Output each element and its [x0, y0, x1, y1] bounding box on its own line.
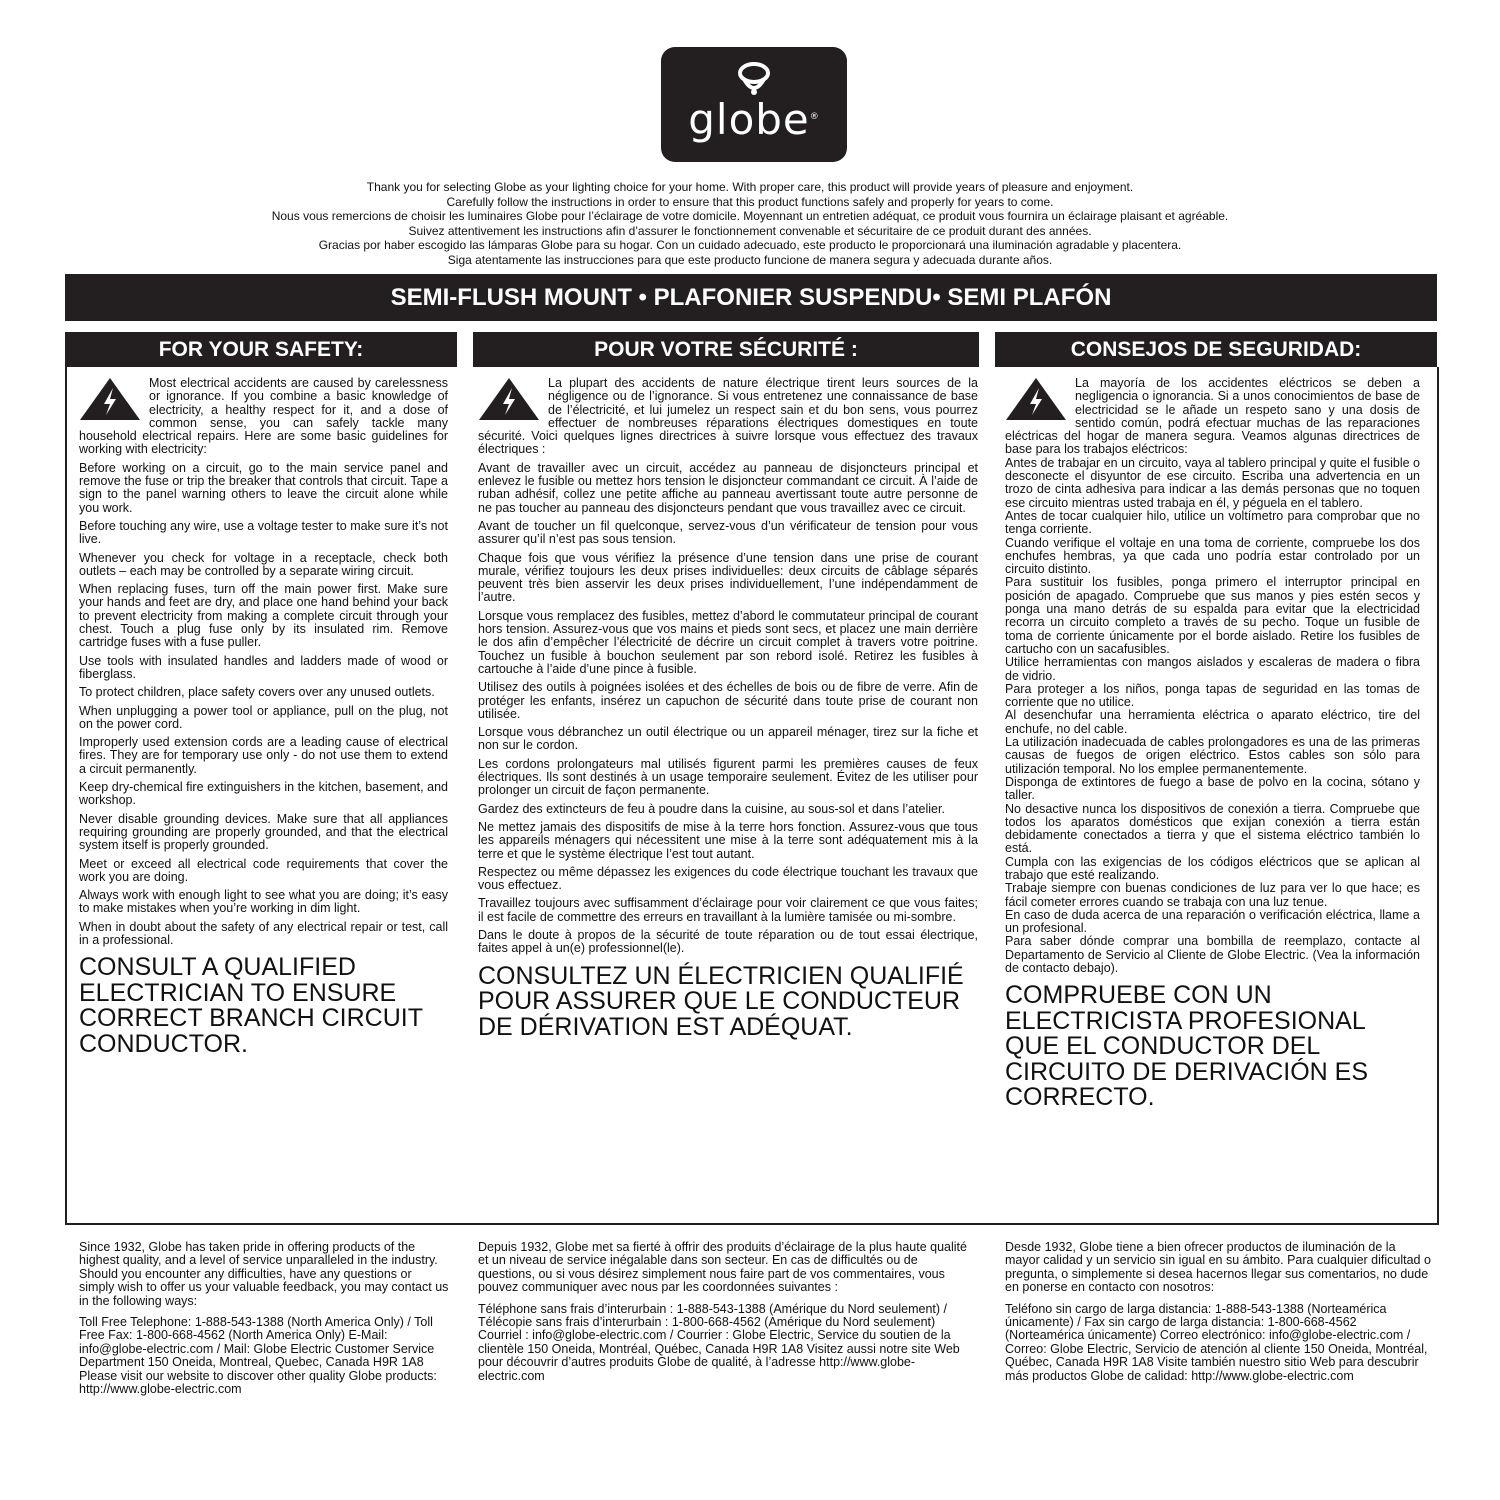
safety-paragraph: Improperly used extension cords are a leading cause of electrical fires. They are for temporary use only - do not use them to extend a circuit permanently. — [79, 735, 448, 776]
safety-paragraph: Disponga de extintores de fuego a base de polvo en la cocina, sótano y taller. — [1005, 774, 1420, 803]
safety-paragraph: Cuando verifique el voltaje en una toma de corriente, compruebe los dos enchufes hembras, ya que cada uno podría estar controlado por un circuito distinto. — [1005, 535, 1420, 577]
safety-paragraph: When unplugging a power tool or appliance, pull on the plug, not on the power cord. — [79, 703, 448, 731]
safety-paragraph: Dans le doute à propos de la sécurité de toute réparation ou de tout essai électrique, faites appel à un(e) professionnel(le). — [478, 927, 978, 956]
intro-line: Carefully follow the instructions in order to ensure that this product functions safely and properly for years to come. — [446, 195, 1054, 209]
intro-line: Gracias por haber escogido las lámparas Globe para su hogar. Con un cuidado adecuado, este producto le proporcionará una iluminación agradable y placentera. — [318, 238, 1182, 252]
safety-paragraph: Before working on a circuit, go to the main service panel and remove the fuse or trip the breaker that controls that circuit. Tape a sign to the panel warning others to leave the circuit alone while you work. — [79, 460, 448, 515]
contact-fr-details: Téléphone sans frais d’interurbain : 1-888-543-1388 (Amérique du Nord seulement) / Télécopie sans frais d’interurbain : 1-800-668-4562 (Amérique du Nord seulement) Courriel : info@globe-electric.com / Courrier : Globe Electric, Service du soutien de la clientèle 150 Oneida, Montréal, Québec, Canada H9R 1A8 Visitez aussi notre site Web pour découvrir d’autres produits Globe de qualité, à l’adresse http://www.globe-electric.com — [478, 1301, 960, 1383]
contact-en — [79, 1241, 449, 1404]
safety-paragraph: Respectez ou même dépassez les exigences du code électrique touchant les travaux que vous effectuez. — [478, 864, 978, 893]
safety-paragraph: Always work with enough light to see what you are doing; it’s easy to make mistakes when you’re working in dim light. — [79, 888, 448, 916]
electrical-warning-icon — [478, 377, 540, 421]
safety-paragraph: La plupart des accidents de nature électrique tirent leurs sources de la négligence ou de l’ignorance. Si vous entretenez une connaissance de base de l’électricité, et lui jumelez un respect sain et du bon sens, vous pourrez effectuer de nombreuses réparations électriques domestiques en toute sécurité. Voici quelques lignes directrices à suivre lorsque vous effectuez des travaux électriques : — [478, 376, 978, 457]
safety-paragraph: Antes de tocar cualquier hilo, utilice un voltímetro para comprobar que no tenga corriente. — [1005, 508, 1420, 537]
safety-paragraph: Para saber dónde comprar una bombilla de reemplazo, contacte al Departamento de Servicio al Cliente de Globe Electric. (Vea la información de contacto debajo). — [1005, 934, 1420, 976]
logo-wordmark: globe® — [688, 95, 820, 144]
heading-fr — [473, 332, 979, 367]
contact-fr — [478, 1241, 970, 1391]
product-title: SEMI-FLUSH MOUNT • PLAFONIER SUSPENDU• SEMI PLAFÓN — [390, 283, 1112, 311]
contact-en-intro: Since 1932, Globe has taken pride in offering products of the highest quality, and a level of service unparalleled in the industry. Should you encounter any difficulties, have any questions or simply wish to offer us your valuable feedback, you may contact us in the following ways: — [79, 1240, 449, 1308]
contact-fr-intro: Depuis 1932, Globe met sa fierté à offrir des produits d’éclairage de la plus haute qualité et un niveau de service inégalable dans son secteur. En cas de difficultés ou de questions, ou si vous désirez simplement nous faire part de vos commentaires, vous pouvez communiquer avec nous par les coordonnées suivantes : — [478, 1240, 967, 1295]
safety-paragraph: Most electrical accidents are caused by carelessness or ignorance. If you combine a basic knowledge of electricity, a healthy respect for it, and a dose of common sense, you can safely tackle many household electrical repairs. Here are some basic guidelines for working with electricity: — [79, 376, 448, 457]
safety-paragraph: Never disable grounding devices. Make sure that all appliances requiring grounding are properly grounded, and that the electrical system itself is properly grounded. — [79, 811, 448, 853]
intro-line: Suivez attentivement les instructions afin d’assurer le fonctionnement convenable et sécuritaire de ce produit durant des années. — [408, 224, 1092, 238]
safety-paragraph: Lorsque vous débranchez un outil électrique ou un appareil ménager, tirez sur la fiche et non sur le cordon. — [478, 725, 978, 753]
safety-paragraph: Para sustituir los fusibles, ponga primero el interruptor principal en posición de apagado. Compruebe que sus manos y pies estén secos y ponga una mano detrás de su espalda para evitar que la electricidad recorra un circuito completo a través de su pecho. Toque un fusible de toma de corriente únicamente por el borde aislado. Retire los fusibles de cartucho con un sacafusibles. — [1005, 575, 1420, 656]
safety-column-es — [1005, 377, 1420, 1111]
safety-paragraph: Cumpla con las exigencias de los códigos eléctricos que se aplican al trabajo que esté realizando. — [1005, 854, 1420, 882]
safety-paragraph: Utilice herramientas con mangos aislados y escaleras de madera o fibra de vidrio. — [1005, 655, 1420, 683]
intro-line: Siga atentamente las instrucciones para que este producto funcione de manera segura y adecuada durante años. — [447, 253, 1053, 267]
safety-paragraph: Whenever you check for voltage in a receptacle, check both outlets – each may be controlled by a separate wiring circuit. — [79, 550, 448, 578]
safety-paragraph: La utilización inadecuada de cables prolongadores es una de las primeras causas de fuegos de origen eléctrico. Estos cables son sólo para utilización temporal. No los emplee permanentemente. — [1005, 735, 1420, 776]
contact-es-details: Teléfono sin cargo de larga distancia: 1-888-543-1388 (Norteamérica únicamente) / Fax sin cargo de larga distancia: 1-800-668-4562 (Norteamérica únicamente) Correo electrónico: info@globe-electric.com / Correo: Globe Electric, Servicio de atención al cliente 150 Oneida, Montréal, Québec, Canada H9R 1A8 Visite también nuestro sitio Web para descubrir más productos Globe de calidad: http://www.globe-electric.com — [1005, 1301, 1428, 1383]
safety-paragraph: Trabaje siempre con buenas condiciones de luz para ver lo que hace; es fácil cometer errores cuando se trabaja con una luz tenue. — [1005, 881, 1420, 909]
heading-es — [995, 332, 1437, 367]
contact-es — [1005, 1241, 1433, 1391]
safety-paragraph: Gardez des extincteurs de feu à poudre dans la cuisine, au sous-sol et dans l’atelier. — [478, 801, 945, 816]
safety-paragraph: Before touching any wire, use a voltage tester to make sure it’s not live. — [79, 518, 448, 547]
safety-paragraph: En caso de duda acerca de una reparación o verificación eléctrica, llame a un profesional. — [1005, 907, 1420, 936]
qualified-electrician-callout: CONSULTEZ UN ÉLECTRICIEN QUALIFIÉ POUR ASSURER QUE LE CONDUCTEUR DE DÉRIVATION EST ADÉQUAT. — [478, 961, 964, 1041]
safety-paragraph: When replacing fuses, turn off the main power first. Make sure your hands and feet are dry, and place one hand behind your back to prevent electricity from making a complete circuit through your chest. Touch a plug fuse only by its insulated rim. Remove cartridge fuses with a fuse puller. — [79, 582, 448, 650]
safety-paragraph: Utilisez des outils à poignées isolées et des échelles de bois ou de fibre de verre. Afin de protéger les enfants, insérez un capuchon de sécurité dans toute prise de courant non utilisée. — [478, 680, 978, 721]
contact-es-intro: Desde 1932, Globe tiene a bien ofrecer productos de iluminación de la mayor calidad y un servicio sin igual en su ámbito. Para cualquier dificultad o pregunta, o simplemente si desea hacernos llegar sus comentarios, no dude en ponerse en contacto con nosotros: — [1005, 1240, 1431, 1295]
safety-paragraph: Use tools with insulated handles and ladders made of wood or fiberglass. — [79, 653, 448, 681]
safety-paragraph: Ne mettez jamais des dispositifs de mise à la terre hors fonction. Assurez-vous que tous les appareils ménagers qui nécessitent une mise à la terre sont adéquatement mis à la terre et que le système électrique l’est tout autant. — [478, 819, 978, 861]
globe-logo — [661, 47, 847, 162]
safety-paragraph: Antes de trabajar en un circuito, vaya al tablero principal y quite el fusible o desconecte el disyuntor de ese circuito. Escriba una advertencia en un trozo de cinta adhesiva para indicar a las demás personas que no toquen ese circuito mientras usted trabaja en él, y péguela en el tablero. — [1005, 455, 1420, 510]
intro-text — [100, 181, 1400, 269]
safety-paragraph: La mayoría de los accidentes eléctricos se deben a negligencia o ignorancia. Si a unos conocimientos de base de electricidad se le añade un respeto sano y una dosis de sentido común, podrá efectuar muchas de las reparaciones eléctricas del hogar de manera segura. Veamos algunas directrices de base para los trabajos eléctricos: — [1005, 376, 1420, 457]
safety-paragraph: To protect children, place safety covers over any unused outlets. — [79, 685, 435, 700]
safety-paragraph: Keep dry-chemical fire extinguishers in the kitchen, basement, and workshop. — [79, 780, 448, 808]
qualified-electrician-callout: COMPRUEBE CON UN ELECTRICISTA PROFESIONAL QUE EL CONDUCTOR DEL CIRCUITO DE DERIVACIÓN ES CORRECTO. — [1005, 981, 1369, 1112]
intro-line: Nous vous remercions de choisir les luminaires Globe pour l’éclairage de votre domicile. Moyennant un entretien adéquat, ce produit vous fournira un éclairage plaisant et agréable. — [271, 209, 1229, 223]
safety-paragraph: No desactive nunca los dispositivos de conexión a tierra. Compruebe que todos los aparatos domésticos que exijan conexión a tierra están debidamente conectados a tierra y que el sistema eléctrico también lo está. — [1005, 801, 1420, 856]
safety-paragraph: Meet or exceed all electrical code requirements that cover the work you are doing. — [79, 856, 448, 884]
safety-paragraph: Para proteger a los niños, ponga tapas de seguridad en las tomas de corriente que no utilice. — [1005, 681, 1420, 710]
intro-line: Thank you for selecting Globe as your lighting choice for your home. With proper care, this product will provide years of pleasure and enjoyment. — [366, 180, 1134, 194]
light-bulb-icon — [734, 61, 774, 99]
safety-paragraph: Les cordons prolongateurs mal utilisés figurent parmi les premières causes de feux électriques. Ils sont destinés à un usage temporaire seulement. Évitez de les utiliser pour prolonger un circuit de façon permanente. — [478, 756, 978, 798]
safety-paragraph: Avant de toucher un fil quelconque, servez-vous d’un vérificateur de tension pour vous assurer qu’il n’est pas sous tension. — [478, 518, 978, 547]
safety-paragraph: Al desenchufar una herramienta eléctrica o aparato eléctrico, tire del enchufe, no del cable. — [1005, 708, 1420, 736]
heading-fr-text: POUR VOTRE SÉCURITÉ : — [594, 337, 858, 361]
product-title-banner — [65, 274, 1437, 321]
safety-column-en — [79, 377, 448, 1057]
safety-paragraph: Chaque fois que vous vérifiez la présence d’une tension dans une prise de courant murale, vérifiez toujours les deux prises individuelles: deux circuits de câblage séparés peuvent très bien asservir les deux prises individuellement, l’une indépendamment de l’autre. — [478, 550, 978, 605]
safety-paragraph: Lorsque vous remplacez des fusibles, mettez d’abord le commutateur principal de courant hors tension. Assurez-vous que vos mains et pieds sont secs, et placez une main derrière le dos afin d’empêcher l’électricité de décrire un circuit complet à travers votre poitrine. Touchez un fusible à bouchon seulement par son rebord isolé. Retirez les fusibles à cartouche à l’aide d’une pince à fusible. — [478, 608, 978, 676]
safety-paragraph: Travaillez toujours avec suffisamment d’éclairage pour voir clairement ce que vous faites; il est facile de commettre des erreurs en travaillant à la lumière tamisée ou mi-sombre. — [478, 896, 978, 924]
heading-en — [65, 332, 457, 367]
safety-paragraph: When in doubt about the safety of any electrical repair or test, call in a professional. — [79, 919, 448, 947]
safety-paragraph: Avant de travailler avec un circuit, accédez au panneau de disjoncteurs principal et enlevez le fusible ou mettez hors tension le disjoncteur commandant ce circuit. À l’aide de ruban adhésif, collez une petite affiche au panneau avertissant toute autre personne de ne pas toucher au panneau des disjoncteurs pendant que vous travaillez avec ce circuit. — [478, 460, 978, 515]
electrical-warning-icon — [79, 377, 141, 421]
contact-en-details: Toll Free Telephone: 1-888-543-1388 (North America Only) / Toll Free Fax: 1-800-668-4562 (North America Only) E-Mail: info@globe-electric.com / Mail: Globe Electric Customer Service Department 150 Oneida, Montreal, Quebec, Canada H9R 1A8 Please visit our website to discover other quality Globe products: http://www.globe-electric.com — [79, 1315, 437, 1397]
heading-en-text: FOR YOUR SAFETY: — [158, 337, 364, 361]
qualified-electrician-callout: CONSULT A QUALIFIED ELECTRICIAN TO ENSURE CORRECT BRANCH CIRCUIT CONDUCTOR. — [79, 953, 423, 1058]
heading-es-text: CONSEJOS DE SEGURIDAD: — [1070, 337, 1362, 361]
safety-column-fr — [478, 377, 978, 1040]
electrical-warning-icon — [1005, 377, 1067, 421]
